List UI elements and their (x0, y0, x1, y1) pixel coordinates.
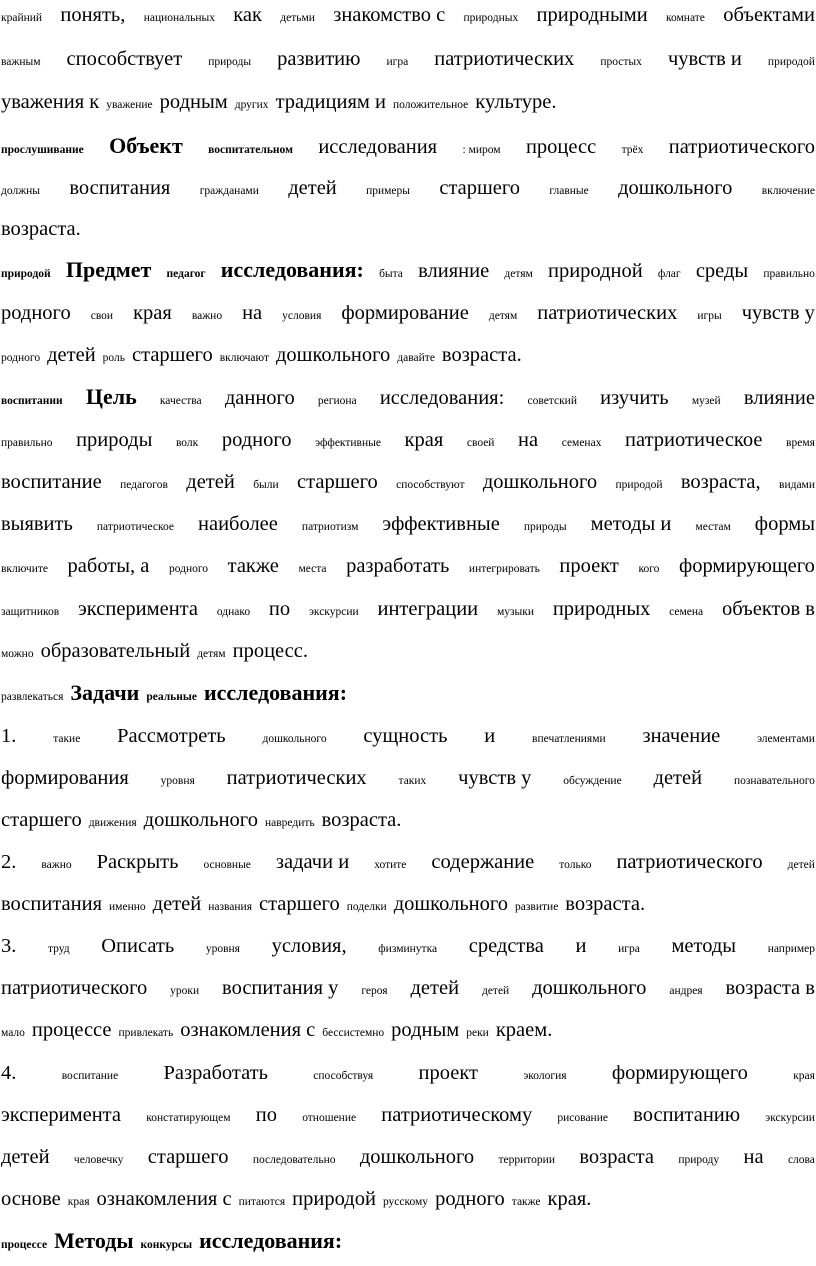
word: формирующего (678, 555, 815, 577)
word: воспитание (1, 471, 102, 493)
word: воспитательном (208, 144, 293, 156)
word: влияние (743, 387, 815, 409)
word: развлекаться (1, 691, 64, 703)
word: таких (398, 775, 427, 787)
word: крайний (1, 12, 43, 24)
word: патриотическому (381, 1104, 533, 1126)
word: например (767, 943, 815, 955)
word: включите (1, 563, 48, 575)
word: интегрировать (468, 563, 540, 575)
word: флаг (657, 268, 681, 280)
word: природой (615, 479, 663, 491)
text-line (1, 551, 815, 583)
word: процесс (525, 136, 597, 158)
word: именно (109, 901, 146, 913)
word: человечку (73, 1154, 124, 1166)
word: территории (498, 1154, 555, 1166)
word: детей (1, 1146, 50, 1168)
text-line (1, 298, 815, 330)
word: свои (90, 310, 114, 322)
heading-word: Методы (54, 1228, 134, 1253)
word: краем. (495, 1019, 553, 1041)
word: примеры (366, 185, 411, 197)
word: и (575, 935, 587, 957)
text-line (1, 721, 815, 753)
word: способствуя (313, 1070, 374, 1082)
word: патриотическое (625, 429, 763, 451)
word: возраста (579, 1146, 654, 1168)
word: возраста, (680, 471, 761, 493)
word: волк (175, 437, 199, 449)
word: патриотических (226, 767, 367, 789)
word: воспитания у (222, 977, 339, 999)
heading-word: исследования: (203, 680, 348, 705)
word: места (298, 563, 327, 575)
word: условия (282, 310, 322, 322)
word: среды (695, 260, 749, 282)
text-line (1, 594, 815, 626)
word: исследования (318, 136, 438, 158)
text-line (1, 931, 815, 963)
word: возраста. (441, 344, 522, 366)
word: природных (463, 12, 519, 24)
word: развитию (277, 48, 361, 70)
word: края. (547, 1188, 592, 1210)
word: детей (653, 767, 703, 789)
word: быта (379, 268, 403, 280)
word: старшего (132, 344, 213, 366)
word: края (67, 1196, 90, 1208)
word: родного (168, 563, 209, 575)
word: формирование (341, 302, 469, 324)
text-line (1, 0, 815, 32)
word: данного (224, 387, 295, 409)
word: роль (102, 352, 126, 364)
word: простых (600, 56, 642, 68)
text-line (1, 847, 815, 879)
text-line (1, 763, 815, 795)
word: музыки (496, 606, 534, 618)
word: физминутка (378, 943, 438, 955)
word: кого (638, 563, 660, 575)
word: впечатлениями (532, 733, 606, 745)
word: семенах (561, 437, 602, 449)
word: конкурсы (140, 1239, 193, 1251)
word: разработать (346, 555, 450, 577)
word: объектами (723, 4, 815, 26)
word: природы (76, 429, 153, 451)
word: можно (1, 648, 34, 660)
word: патриотических (434, 48, 575, 70)
word: по (268, 598, 291, 620)
heading-word: исследования: (199, 1228, 343, 1253)
word: комнате (666, 12, 705, 24)
word: выявить (1, 513, 73, 535)
word: воспитании (1, 395, 63, 407)
word: формы (754, 513, 815, 535)
word: культуре. (475, 91, 557, 113)
text-line (1, 131, 815, 163)
word: природой (292, 1188, 376, 1210)
word: родного (1, 352, 41, 364)
word: качества (159, 395, 202, 407)
word: детей (787, 859, 815, 871)
word: содержание (431, 851, 535, 873)
word: патриотизм (301, 521, 359, 533)
text-line (1, 1058, 815, 1090)
word: родным (391, 1019, 460, 1041)
word: советский (527, 395, 577, 407)
word: возраста в (725, 977, 815, 999)
word: природой (1, 268, 51, 280)
word: навредить (264, 817, 315, 829)
word: на (518, 429, 539, 451)
heading-word: исследования: (220, 257, 364, 282)
word: время (786, 437, 815, 449)
word: воспитания (1, 893, 103, 915)
word: игра (618, 943, 640, 955)
word: интеграции (377, 598, 479, 620)
section-heading-line (1, 1226, 815, 1258)
text-line (1, 214, 815, 246)
word: эксперимента (1, 1104, 121, 1126)
word: природными (536, 4, 648, 26)
word: дошкольного (143, 809, 258, 831)
word: дошкольного (618, 177, 733, 199)
word: также (511, 1196, 541, 1208)
word: исследования: (379, 387, 505, 409)
word: правильно (1, 437, 53, 449)
word: видами (779, 479, 815, 491)
word: старшего (259, 893, 340, 915)
word: воспитания (69, 177, 171, 199)
word: игры (697, 310, 722, 322)
word: старшего (1, 809, 82, 831)
word: природных (552, 598, 651, 620)
word: дошкольного (482, 471, 598, 493)
text-line (1, 509, 815, 541)
word: защитников (1, 606, 60, 618)
word: формирующего (611, 1062, 748, 1084)
word: значение (642, 725, 721, 747)
word: природной (547, 260, 643, 282)
word: понять, (60, 4, 126, 26)
word: основе (1, 1188, 61, 1210)
word: гражданами (199, 185, 259, 197)
word: такие (53, 733, 81, 745)
word: природы (208, 56, 252, 68)
word: трёх (621, 144, 644, 156)
word: 4. (1, 1062, 17, 1084)
word: процессе (31, 1019, 112, 1041)
word: старшего (147, 1146, 229, 1168)
word: чувств и (667, 48, 742, 70)
word: Разработать (163, 1062, 268, 1084)
word: педагог (166, 268, 206, 280)
word: слова (787, 1154, 815, 1166)
word: возраста. (1, 218, 81, 240)
word: названия (208, 901, 252, 913)
word: детям (488, 310, 518, 322)
word: уважение (106, 99, 153, 111)
word: 3. (1, 935, 17, 957)
word: питаются (238, 1196, 286, 1208)
word: андрея (669, 985, 703, 997)
heading-word: Задачи (70, 680, 140, 705)
word: изучить (600, 387, 669, 409)
word: своей (466, 437, 495, 449)
word: старшего (439, 177, 521, 199)
word: были (253, 479, 279, 491)
word: формирования (1, 767, 129, 789)
word: способствуют (396, 479, 465, 491)
word: поделки (346, 901, 387, 913)
word: уровня (205, 943, 240, 955)
word: проект (418, 1062, 479, 1084)
word: возраста. (565, 893, 646, 915)
word: положительное (392, 99, 469, 111)
word: региона (317, 395, 357, 407)
text-line (1, 973, 815, 1005)
word: мало (1, 1027, 25, 1039)
word: правильно (763, 268, 815, 280)
word: традициям и (275, 91, 386, 113)
heading-word: Цель (85, 384, 137, 409)
text-line (1, 1184, 815, 1216)
text-line (1, 44, 815, 76)
word: по (255, 1104, 277, 1126)
word: влияние (418, 260, 490, 282)
word: возраста. (321, 809, 402, 831)
word: объектов в (721, 598, 815, 620)
word: однако (216, 606, 251, 618)
word: игра (386, 56, 409, 68)
word: экскурсии (308, 606, 359, 618)
section-heading-line (1, 678, 815, 710)
word: работы, а (67, 555, 150, 577)
word: на (242, 302, 263, 324)
word: дошкольного (262, 733, 327, 745)
word: чувств у (741, 302, 815, 324)
word: наиболее (198, 513, 278, 535)
word: реки (466, 1027, 489, 1039)
word: патриотического (616, 851, 763, 873)
word: последовательно (252, 1154, 336, 1166)
word: педагогов (120, 479, 168, 491)
word: как (233, 4, 262, 26)
word: процесс. (232, 640, 308, 662)
word: местам (695, 521, 731, 533)
word: познавательного (733, 775, 815, 787)
word: патриотического (668, 136, 815, 158)
word: средства (468, 935, 544, 957)
word: реальные (146, 691, 197, 703)
word: развитие (515, 901, 559, 913)
text-line (1, 87, 815, 119)
word: уважения к (1, 91, 100, 113)
word: детей (288, 177, 337, 199)
word: задачи и (275, 851, 350, 873)
word: детей (410, 977, 460, 999)
word: отношение (302, 1112, 357, 1124)
word: природу (678, 1154, 720, 1166)
word: только (559, 859, 592, 871)
word: включение (761, 185, 815, 197)
word: также (227, 555, 279, 577)
word: патриотических (537, 302, 678, 324)
word: ознакомления с (96, 1188, 232, 1210)
word: движения (88, 817, 137, 829)
word: констатирующем (146, 1112, 231, 1124)
word: воспитанию (633, 1104, 741, 1126)
word: русскому (382, 1196, 429, 1208)
word: родного (1, 302, 71, 324)
word: должны (1, 185, 41, 197)
word: эффективные (315, 437, 381, 449)
text-line (1, 805, 815, 837)
word: Раскрыть (96, 851, 179, 873)
word: привлекать (118, 1027, 174, 1039)
word: 1. (1, 725, 17, 747)
word: патриотическое (96, 521, 174, 533)
word: процессе (1, 1239, 48, 1251)
word: 2. (1, 851, 17, 873)
word: края (404, 429, 444, 451)
word: знакомство с (333, 4, 446, 26)
word: края (793, 1070, 815, 1082)
word: и (484, 725, 496, 747)
word: патриотического (1, 977, 148, 999)
word: рисование (557, 1112, 608, 1124)
word: эксперимента (78, 598, 198, 620)
word: детей (152, 893, 202, 915)
word: детям (197, 648, 226, 660)
word: дошкольного (532, 977, 647, 999)
word: главные (549, 185, 589, 197)
word: хотите (374, 859, 407, 871)
word: природой (767, 56, 815, 68)
text-line (1, 340, 815, 372)
word: бессистемно (322, 1027, 385, 1039)
word: важно (191, 310, 223, 322)
word: Рассмотреть (117, 725, 226, 747)
heading-word: Объект (109, 133, 183, 158)
word: дошкольного (275, 344, 391, 366)
word: труд (47, 943, 70, 955)
word: уровня (160, 775, 195, 787)
word: родного (221, 429, 292, 451)
text-line (1, 382, 815, 414)
word: природы (523, 521, 567, 533)
word: героя (361, 985, 388, 997)
word: методы (671, 935, 737, 957)
word: края (133, 302, 172, 324)
word: воспитание (61, 1070, 119, 1082)
word: прослушивание (1, 144, 84, 156)
word: основные (203, 859, 251, 871)
word: старшего (297, 471, 378, 493)
word: детьми (280, 12, 315, 24)
text-line (1, 467, 815, 499)
text-line (1, 1015, 815, 1047)
word: проект (559, 555, 619, 577)
text-line (1, 1142, 815, 1174)
word: включают (219, 352, 269, 364)
word: родного (435, 1188, 505, 1210)
word: обсуждение (563, 775, 622, 787)
text-line (1, 636, 815, 668)
word: эффективные (382, 513, 500, 535)
word: Описать (101, 935, 175, 957)
word: образовательный (40, 640, 191, 662)
word: способствует (66, 48, 183, 70)
word: детей (47, 344, 96, 366)
word: сущность (363, 725, 448, 747)
word: детей (481, 985, 510, 997)
word: : миром (462, 144, 501, 156)
text-line (1, 889, 815, 921)
word: семена (669, 606, 704, 618)
word: чувств у (458, 767, 532, 789)
word: элементами (757, 733, 815, 745)
word: экскурсии (765, 1112, 815, 1124)
word: условия, (271, 935, 347, 957)
text-line (1, 1100, 815, 1132)
word: детей (186, 471, 235, 493)
word: других (234, 99, 269, 111)
word: дошкольного (393, 893, 509, 915)
word: национальных (143, 12, 215, 24)
text-line (1, 255, 815, 287)
text-line (1, 425, 815, 457)
word: родным (159, 91, 228, 113)
word: давайте (397, 352, 435, 364)
word: ознакомления с (180, 1019, 316, 1041)
word: методы и (590, 513, 672, 535)
word: экология (523, 1070, 567, 1082)
word: дошкольного (359, 1146, 475, 1168)
word: на (743, 1146, 764, 1168)
heading-word: Предмет (65, 257, 152, 282)
word: уроки (170, 985, 200, 997)
word: музей (691, 395, 721, 407)
text-line (1, 173, 815, 205)
word: детям (504, 268, 533, 280)
word: важно (41, 859, 72, 871)
word: важным (1, 56, 41, 68)
